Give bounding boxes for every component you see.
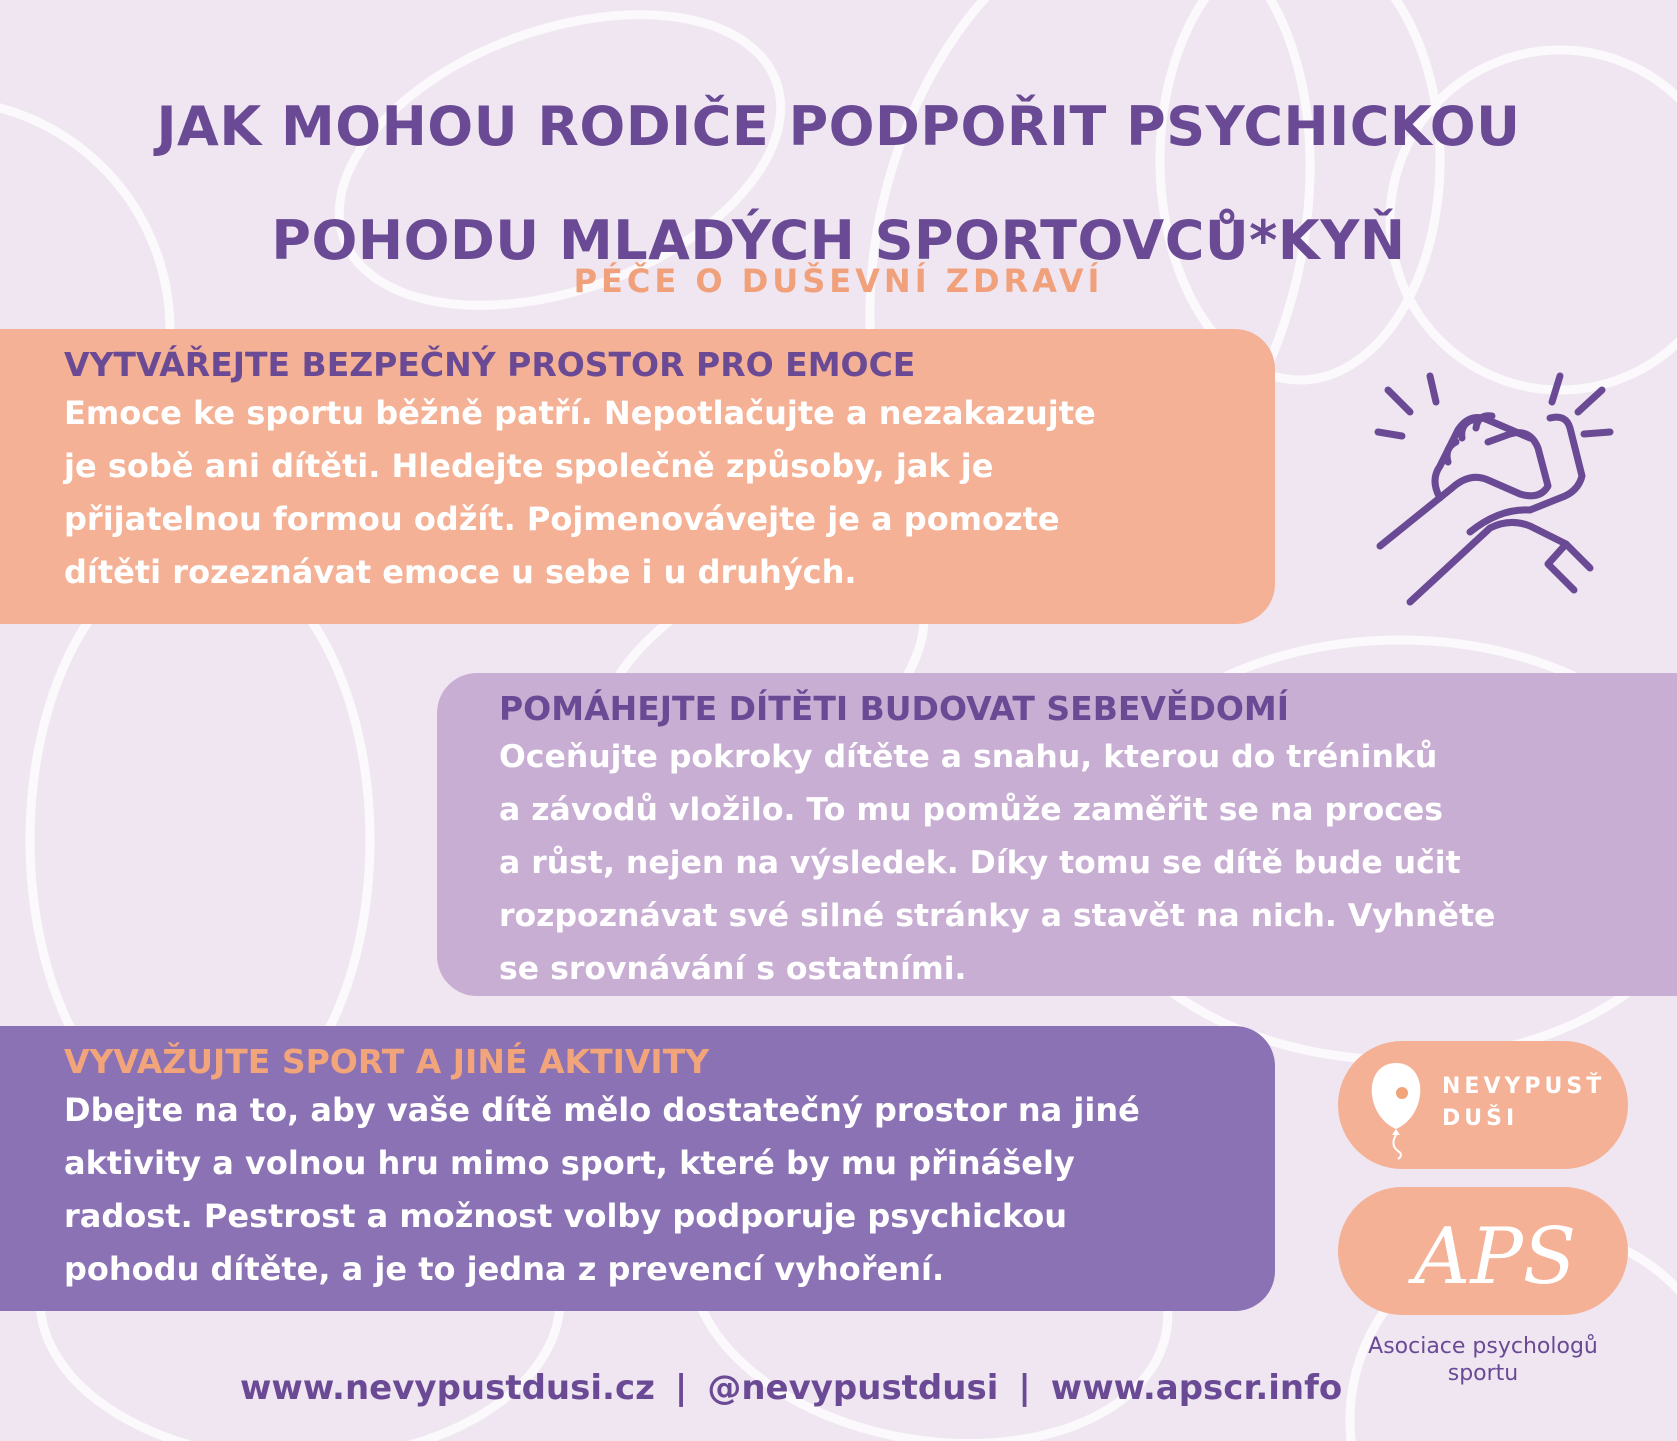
card-text-line: dítěti rozeznávat emoce u sebe i u druhých. (64, 553, 857, 591)
footer-separator: | (674, 1368, 688, 1408)
footer (240, 1368, 1342, 1408)
card-heading: POMÁHEJTE DÍTĚTI BUDOVAT SEBEVĚDOMÍ (499, 689, 1290, 728)
card-text-line: Dbejte na to, aby vaše dítě mělo dostatečný prostor na jiné (64, 1091, 1140, 1129)
aps-logo[interactable] (1338, 1187, 1628, 1315)
footer-link-nevypustdusi[interactable]: www.nevypustdusi.cz (240, 1368, 655, 1408)
aps-caption (1338, 1333, 1628, 1387)
card-safe-space-emotions (0, 329, 1275, 624)
aps-logo-mark (1408, 1197, 1577, 1307)
card-heading: VYVAŽUJTE SPORT A JINÉ AKTIVITY (64, 1042, 710, 1081)
card-heading: VYTVÁŘEJTE BEZPEČNÝ PROSTOR PRO EMOCE (64, 345, 916, 384)
nevypust-line-2: DUŠI (1442, 1106, 1519, 1131)
card-text-line: přijatelnou formou odžít. Pojmenovávejte je a pomozte (64, 500, 1060, 538)
card-text-line: rozpoznávat své silné stránky a stavět na nich. Vyhněte (499, 898, 1496, 934)
nevypust-logo-text (1442, 1071, 1605, 1135)
title-line-2: POHODU MLADÝCH SPORTOVCŮ*KYŇ (271, 209, 1406, 272)
balloon-icon (1368, 1059, 1424, 1159)
footer-separator: | (1018, 1368, 1031, 1408)
title-line-1: JAK MOHOU RODIČE PODPOŘIT PSYCHICKOU (156, 95, 1521, 158)
card-text-line: a závodů vložilo. To mu pomůže zaměřit se na proces (499, 792, 1444, 828)
nevypust-dusi-logo[interactable] (1338, 1041, 1628, 1169)
aps-logo-text: APS (1414, 1212, 1577, 1302)
subtitle: PÉČE O DUŠEVNÍ ZDRAVÍ (573, 262, 1104, 300)
card-text-line: je sobě ani dítěti. Hledejte společně způsoby, jak je (64, 447, 994, 485)
handshake-icon (1370, 368, 1620, 613)
card-text-line: pohodu dítěte, a je to jedna z prevencí vyhoření. (64, 1250, 945, 1288)
card-text-line: Emoce ke sportu běžně patří. Nepotlačujte a nezakazujte (64, 394, 1096, 432)
footer-social-handle[interactable]: @nevypustdusi (707, 1368, 999, 1408)
card-build-self-confidence (437, 673, 1677, 996)
aps-caption-line-1: Asociace psychologů (1368, 1334, 1598, 1359)
card-text-line: Oceňujte pokroky dítěte a snahu, kterou do tréninků (499, 739, 1438, 775)
card-balance-activities (0, 1026, 1275, 1311)
card-text-line: aktivity a volnou hru mimo sport, které by mu přinášely (64, 1144, 1075, 1182)
card-text-line: radost. Pestrost a možnost volby podporuje psychickou (64, 1197, 1068, 1235)
aps-caption-line-2: sportu (1447, 1361, 1519, 1386)
nevypust-line-1: NEVYPUSŤ (1442, 1074, 1606, 1099)
footer-link-apscr[interactable]: www.apscr.info (1050, 1368, 1343, 1408)
card-text-line: a růst, nejen na výsledek. Díky tomu se dítě bude učit (499, 845, 1461, 881)
card-text-line: se srovnávání s ostatními. (499, 951, 967, 987)
